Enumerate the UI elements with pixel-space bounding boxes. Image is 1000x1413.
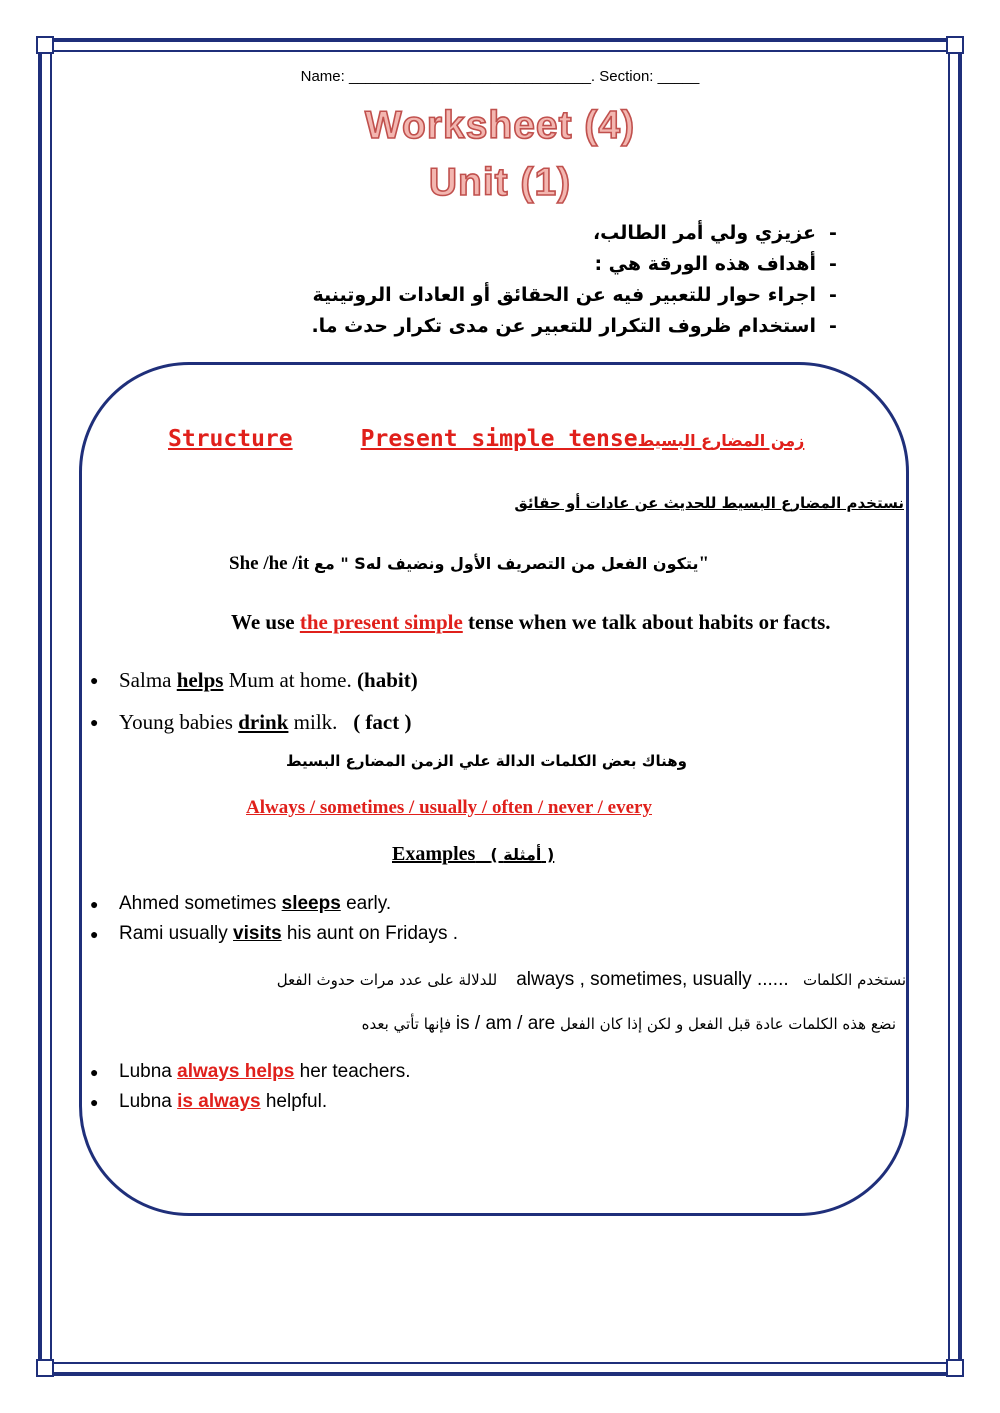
usage-arabic: نستخدم المضارع البسيط للحديث عن عادات أو حقائق xyxy=(514,494,904,512)
name-blank: _____________________________ xyxy=(348,68,591,85)
intro-arabic-list xyxy=(311,218,850,342)
rule-line: She /he /it يتكون الفعل من التصريف الأول ونضيف لهS " مع" xyxy=(229,553,710,574)
intro-line: -أهداف هذه الورقة هي : xyxy=(594,253,837,275)
example-sleeps: Ahmed sometimes sleeps early. xyxy=(119,893,392,914)
intro-line: -استخدام ظروف التكرار للتعبير عن مدى تكرار حدث ما. xyxy=(311,315,837,337)
usage-english: We use the present simple tense when we talk about habits or facts. xyxy=(231,610,831,634)
bullet: ● xyxy=(90,1096,99,1111)
example-is-always: Lubna is always helpful. xyxy=(119,1091,328,1112)
examples-heading: Examples ( أمثلة ) xyxy=(392,843,555,865)
section-blank: _____ xyxy=(657,68,700,85)
name-label: Name: xyxy=(300,68,345,85)
example-habit: Salma helps Mum at home. (habit) xyxy=(119,668,418,692)
unit-title: Unit (1) xyxy=(428,161,572,204)
bullet: ● xyxy=(90,1066,99,1081)
example-visits: Rami usually visits his aunt on Fridays . xyxy=(119,923,459,944)
grammar-box xyxy=(79,362,909,1216)
corner-ornament xyxy=(946,36,964,54)
intro-line: -عزيزي ولي أمر الطالب، xyxy=(592,222,837,244)
bullet: ● xyxy=(90,928,99,943)
bullet: ● xyxy=(90,716,99,731)
example-fact: Young babies drink milk. ( fact ) xyxy=(119,710,412,734)
bullet: ● xyxy=(90,898,99,913)
bullet: ● xyxy=(90,674,99,689)
worksheet-title: Worksheet (4) xyxy=(364,104,636,147)
corner-ornament xyxy=(946,1359,964,1377)
intro-line: -اجراء حوار للتعبير فيه عن الحقائق أو العادات الروتينية xyxy=(312,284,837,306)
example-always-helps: Lubna always helps her teachers. xyxy=(119,1061,411,1082)
note-adverbs: نستخدم الكلمات always , sometimes, usually ...... للدلالة على عدد مرات حدوث الفعل xyxy=(276,969,906,990)
signal-words: Always / sometimes / usually / often / never / every xyxy=(246,797,652,818)
name-section-line xyxy=(0,68,1000,85)
signal-arabic: وهناك بعض الكلمات الدالة علي الزمن المضارع البسيط xyxy=(286,752,687,770)
corner-ornament xyxy=(36,1359,54,1377)
section-label: . Section: xyxy=(590,68,654,85)
note-position: نضع هذه الكلمات عادة قبل الفعل و لكن إذا كان الفعل is / am / are فإنها تأتي بعده xyxy=(361,1013,896,1034)
corner-ornament xyxy=(36,36,54,54)
structure-heading: Structure Present simple tenseزمن المضارع البسيط xyxy=(168,426,805,452)
